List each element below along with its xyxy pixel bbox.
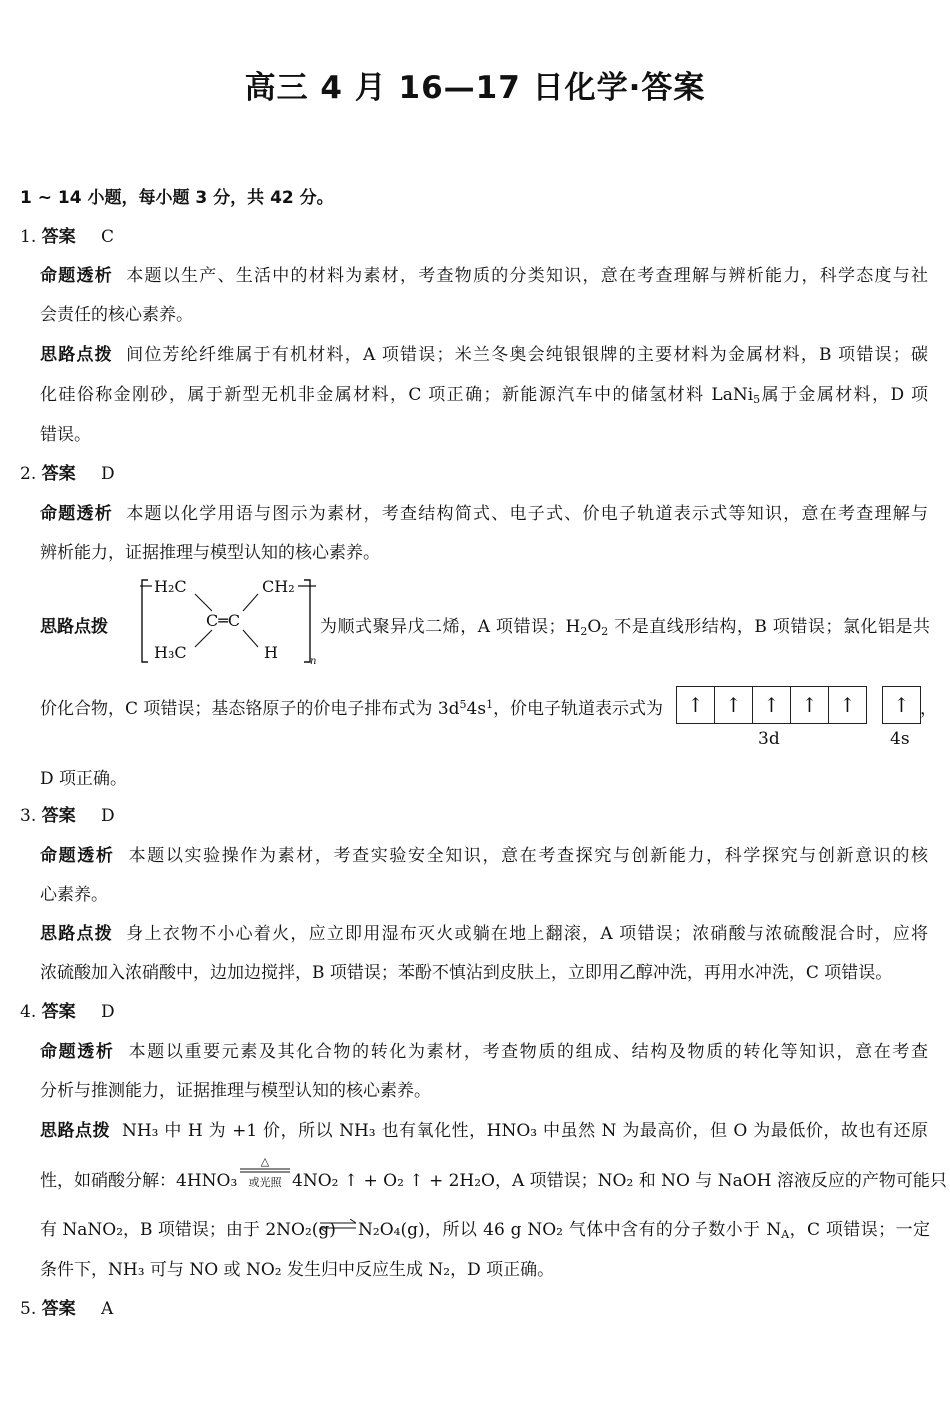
q4-analysis-line1 — [40, 1037, 928, 1062]
q2-solution-line2 — [40, 694, 663, 719]
orbital-3d-boxes — [676, 686, 867, 724]
q1-solution-text3: 错误。 — [40, 425, 91, 445]
q4-solution-text2b: 4NO₂ ↑ + O₂ ↑ + 2H₂O，A 项错误；NO₂ 和 NO 与 NaOH 溶液反应的产物可能只 — [292, 1171, 947, 1191]
q4-solution-text3a: 有 NaNO₂，B 项错误；由于 2NO₂(g) — [40, 1220, 336, 1240]
condition-light: 或光照 — [248, 1176, 282, 1189]
q4-solution-line1 — [40, 1116, 928, 1141]
q2-number: 2. — [20, 464, 37, 484]
q3-solution-line1 — [40, 919, 928, 944]
q1-analysis-text2: 会责任的核心素养。 — [40, 305, 193, 325]
q4-answer-line — [20, 997, 115, 1022]
q2-analysis-label: 命题透析 — [40, 504, 113, 524]
q5-answer-value: A — [101, 1299, 114, 1319]
q3-number: 3. — [20, 806, 37, 826]
q1-solution-text1: 间位芳纶纤维属于有机材料，A 项错误；米兰冬奥会纯银银牌的主要材料为金属材料，B 项错误；碳 — [126, 345, 929, 365]
q1-analysis-label: 命题透析 — [40, 266, 113, 286]
q4-answer-value: D — [101, 1002, 115, 1022]
q1-answer-label: 答案 — [41, 227, 76, 247]
struct-center: C═C — [206, 611, 241, 630]
q4-solution-text1: NH₃ 中 H 为 +1 价，所以 NH₃ 也有氧化性，HNO₃ 中虽然 N 为最高价，但 O 为最低价，故也有还原 — [121, 1121, 929, 1141]
q1-solution-sub: 5 — [753, 393, 761, 406]
struct-top-right: CH₂ — [262, 577, 295, 596]
q3-answer-value: D — [101, 806, 115, 826]
equilibrium-arrow-icon — [318, 1219, 358, 1233]
q2-sup2: 1 — [486, 698, 494, 711]
q5-number: 5. — [20, 1299, 37, 1319]
q4-solution-text3c: ，C 项错误；一定 — [789, 1220, 930, 1240]
q5-answer-line — [20, 1294, 113, 1319]
q2-sup1: 5 — [459, 698, 467, 711]
q3-answer-label: 答案 — [41, 806, 76, 826]
q3-solution-text1: 身上衣物不小心着火，应立即用湿布灭火或躺在地上翻滚，A 项错误；浓硝酸与浓硫酸混合时，应将 — [126, 924, 929, 944]
reaction-condition — [240, 1155, 290, 1190]
q2-solution-line1 — [320, 612, 930, 638]
q3-analysis-text1: 本题以实验操作为素材，考查实验安全知识，意在考查探究与创新能力，科学探究与创新意识的核 — [128, 846, 929, 866]
q3-analysis-text2: 心素养。 — [40, 885, 108, 905]
q2-sub1: 2 — [580, 625, 588, 638]
q4-solution-line3-rest — [358, 1215, 930, 1241]
q1-solution-line2 — [40, 380, 928, 406]
orbital-3d-box: ↑ — [839, 693, 856, 717]
q4-solution-label: 思路点拨 — [40, 1121, 111, 1141]
q3-answer-line — [20, 801, 115, 826]
q2-solution-text2a: 价化合物，C 项错误；基态铬原子的价电子排布式为 3d — [40, 699, 460, 719]
label-4s: 4s — [890, 729, 910, 749]
q1-solution-text2a: 化硅俗称金刚砂，属于新型无机非金属材料，C 项正确；新能源汽车中的储氢材料 LaNi — [40, 385, 754, 405]
q4-solution-text2a: 性，如硝酸分解：4HNO₃ — [40, 1171, 238, 1191]
q4-analysis-text2: 分析与推测能力，证据推理与模型认知的核心素养。 — [40, 1081, 431, 1101]
struct-bottom-left: H₃C — [154, 643, 187, 662]
q1-analysis-line1 — [40, 261, 928, 286]
q2-solution-text2b: 4s — [466, 699, 487, 719]
q1-solution-text2b: 属于金属材料，D 项 — [760, 385, 928, 405]
q1-number: 1. — [20, 227, 37, 247]
q3-analysis-line1 — [40, 841, 928, 866]
q2-solution-text1a: 为顺式聚异戊二烯，A 项错误；H — [320, 617, 581, 637]
q4-number: 4. — [20, 1002, 37, 1022]
q5-answer-label: 答案 — [41, 1299, 76, 1319]
q2-solution-text1b: O — [587, 617, 602, 637]
label-3d: 3d — [758, 729, 780, 749]
q2-analysis-text1: 本题以化学用语与图示为素材，考查结构简式、电子式、价电子轨道表示式等知识，意在考查理解与 — [126, 504, 929, 524]
struct-subscript-n: n — [310, 656, 317, 667]
orbital-4s-cell: ↑ — [893, 693, 910, 717]
q2-solution-text1c: 不是直线形结构，B 项错误；氯化铝是共 — [608, 617, 930, 637]
section-intro: 1 ~ 14 小题，每小题 3 分，共 42 分。 — [20, 188, 334, 208]
orbital-3d-box: ↑ — [677, 687, 715, 723]
q4-analysis-label: 命题透析 — [40, 1042, 115, 1062]
q1-solution-label: 思路点拨 — [40, 345, 113, 365]
orbital-3d-box: ↑ — [715, 687, 753, 723]
q2-orbital-comma: ， — [920, 699, 937, 719]
q4-analysis-text1: 本题以重要元素及其化合物的转化为素材，考查物质的组成、结构及物质的转化等知识，意在考查 — [128, 1042, 929, 1062]
q4-answer-label: 答案 — [41, 1002, 76, 1022]
q3-solution-label: 思路点拨 — [40, 924, 113, 944]
q3-solution-text2: 浓硫酸加入浓硝酸中，边加边搅拌，B 项错误；苯酚不慎沾到皮肤上，立即用乙醇冲洗，再用水冲洗，C 项错误。 — [40, 963, 893, 983]
orbital-3d-box: ↑ — [753, 687, 791, 723]
q2-solution-text2c: ，价电子轨道表示式为 — [493, 699, 664, 719]
q2-solution-label: 思路点拨 — [40, 617, 108, 637]
q4-sub-a: A — [781, 1228, 790, 1241]
q4-solution-text4: 条件下，NH₃ 可与 NO 或 NO₂ 发生归中反应生成 N₂，D 项正确。 — [40, 1260, 555, 1280]
q1-analysis-text1: 本题以生产、生活中的材料为素材，考查物质的分类知识，意在考查理解与辨析能力，科学态度与社 — [126, 266, 929, 286]
q2-analysis-text2: 辨析能力，证据推理与模型认知的核心素养。 — [40, 543, 380, 563]
q1-answer-line — [20, 222, 114, 247]
q1-solution-line1 — [40, 340, 928, 365]
struct-bottom-right: H — [264, 643, 278, 662]
q1-answer-value: C — [101, 227, 115, 247]
q2-answer-label: 答案 — [41, 464, 76, 484]
q2-answer-line — [20, 459, 115, 484]
q3-analysis-label: 命题透析 — [40, 846, 115, 866]
polyisoprene-structure — [140, 574, 320, 668]
condition-heat: △ — [260, 1155, 270, 1168]
q2-sub2: 2 — [601, 625, 609, 638]
page-title: 高三 4 月 16—17 日化学·答案 — [244, 70, 706, 106]
q2-answer-value: D — [101, 464, 115, 484]
struct-top-left: H₂C — [154, 577, 187, 596]
q2-analysis-line1 — [40, 499, 928, 524]
q4-solution-text3b: N₂O₄(g)，所以 46 g NO₂ 气体中含有的分子数小于 N — [358, 1220, 782, 1240]
orbital-4s-box — [882, 686, 921, 724]
q2-solution-text3: D 项正确。 — [40, 769, 128, 789]
orbital-3d-box: ↑ — [791, 687, 829, 723]
